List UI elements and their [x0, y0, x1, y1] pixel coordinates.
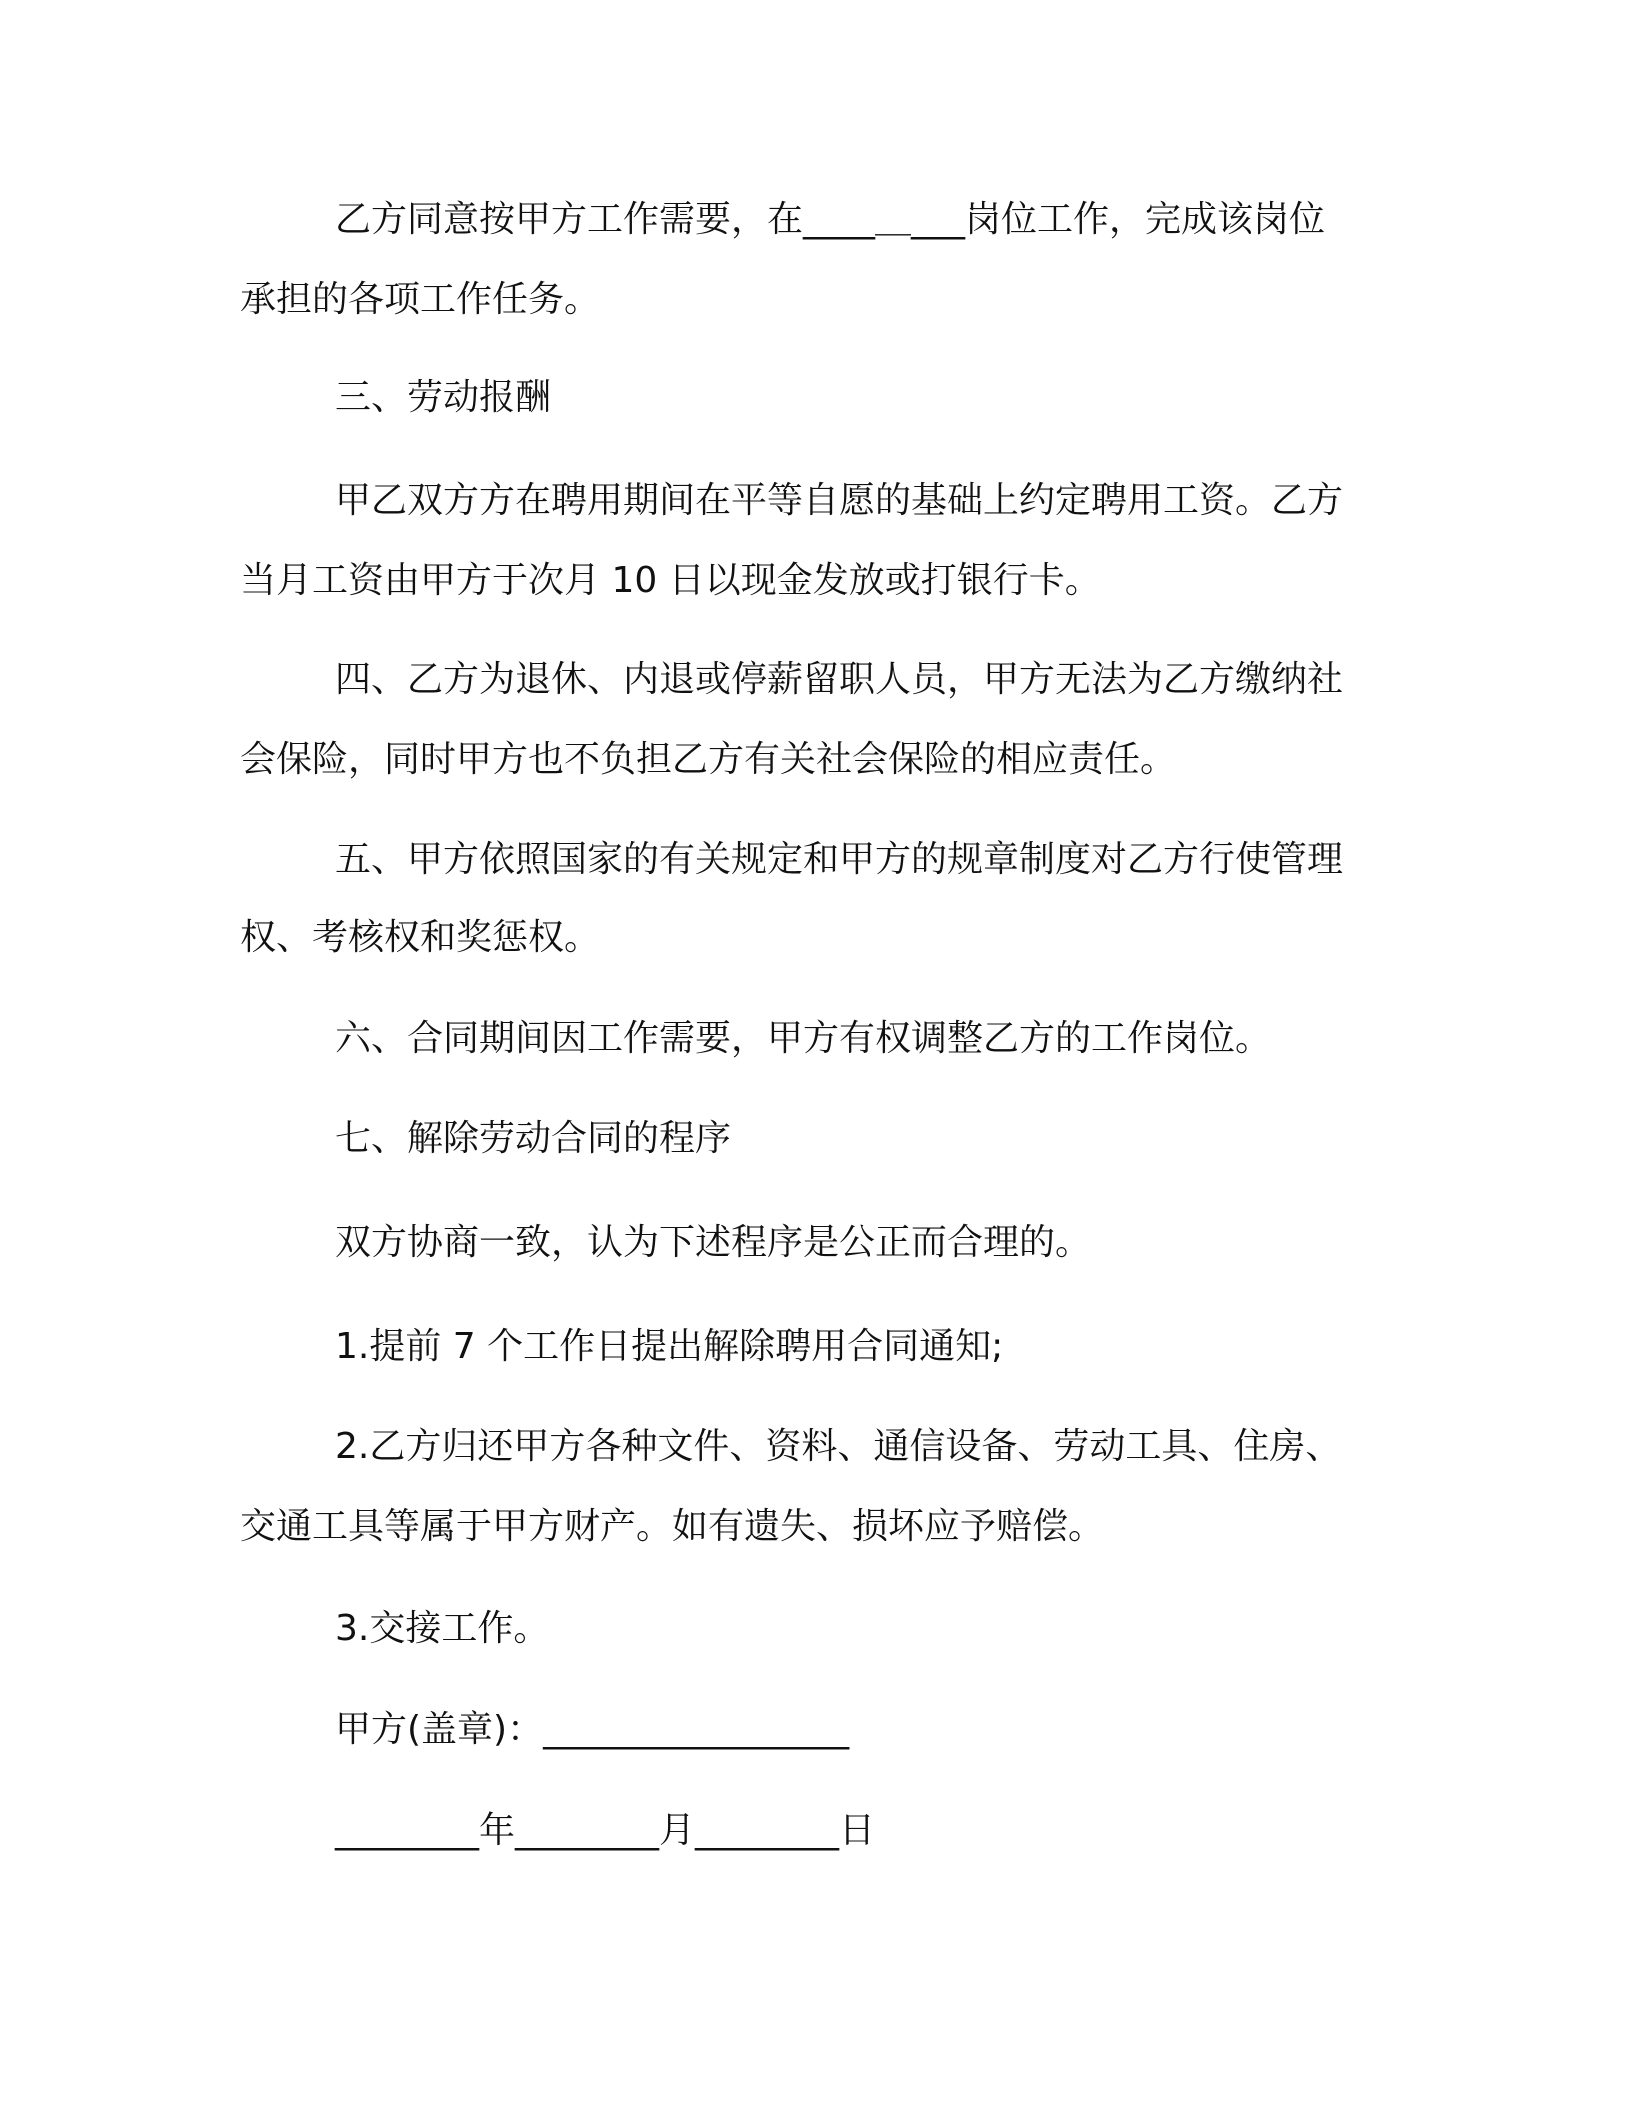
paragraph-line: 五、甲方依照国家的有关规定和甲方的规章制度对乙方行使管理 [335, 839, 1344, 880]
section-heading: 三、劳动报酬 [335, 377, 552, 418]
paragraph-line: 会保险，同时甲方也不负担乙方有关社会保险的相应责任。 [240, 739, 1177, 780]
paragraph-line: 六、合同期间因工作需要，甲方有权调整乙方的工作岗位。 [335, 1018, 1272, 1059]
signature-line: 甲方(盖章)：_________________ [335, 1709, 850, 1750]
date-line: ________年________月________日 [335, 1810, 875, 1851]
paragraph-line: 权、考核权和奖惩权。 [240, 917, 601, 958]
paragraph-line: 甲乙双方方在聘用期间在平等自愿的基础上约定聘用工资。乙方 [335, 480, 1344, 521]
paragraph-line: 双方协商一致，认为下述程序是公正而合理的。 [335, 1222, 1092, 1263]
section-heading: 七、解除劳动合同的程序 [335, 1118, 732, 1159]
paragraph-line: 承担的各项工作任务。 [240, 279, 601, 320]
list-item: 2.乙方归还甲方各种文件、资料、通信设备、劳动工具、住房、 [335, 1426, 1342, 1467]
paragraph-line: 当月工资由甲方于次月 10 日以现金发放或打银行卡。 [240, 560, 1101, 601]
paragraph-line: 乙方同意按甲方工作需要，在____＿___岗位工作，完成该岗位 [335, 199, 1326, 240]
list-item: 1.提前 7 个工作日提出解除聘用合同通知; [335, 1326, 1004, 1367]
list-item: 3.交接工作。 [335, 1608, 550, 1649]
list-item: 交通工具等属于甲方财产。如有遗失、损坏应予赔偿。 [240, 1506, 1105, 1547]
paragraph-line: 四、乙方为退休、内退或停薪留职人员，甲方无法为乙方缴纳社 [335, 659, 1344, 700]
